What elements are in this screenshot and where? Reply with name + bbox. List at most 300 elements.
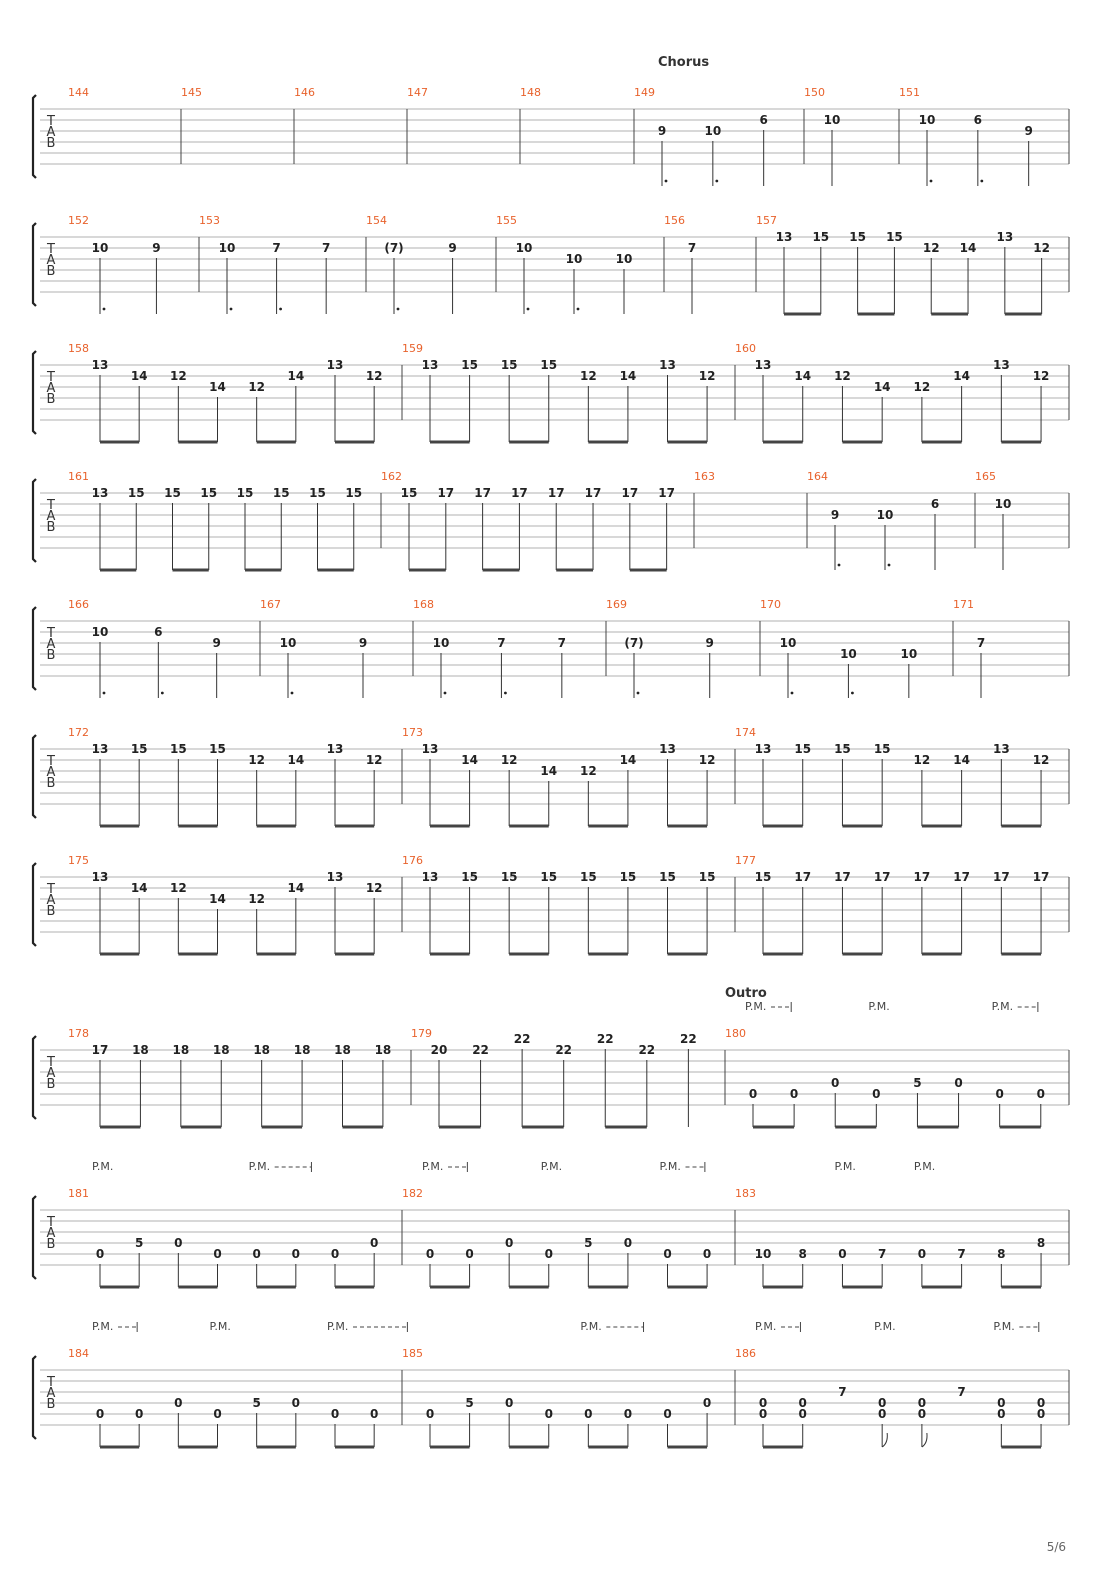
palm-mute-label: P.M. <box>209 1320 231 1333</box>
fret-number: 9 <box>358 636 368 650</box>
palm-mute-label: P.M. <box>991 1000 1014 1013</box>
fret-number: 15 <box>309 486 326 500</box>
fret-number: 12 <box>500 753 518 767</box>
fret-number: 6 <box>973 113 983 127</box>
system-bracket <box>33 351 36 434</box>
fret-number: 0 <box>330 1407 340 1421</box>
fret-number: 17 <box>794 870 812 884</box>
fret-number: 13 <box>91 358 109 372</box>
measure-number: 149 <box>634 86 655 99</box>
measure-number: 176 <box>402 854 423 867</box>
measure-number: 144 <box>68 86 89 99</box>
measure-number: 180 <box>725 1027 746 1040</box>
fret-number: 12 <box>913 380 931 394</box>
fret-number: 13 <box>659 742 676 756</box>
note-dot <box>838 564 841 567</box>
fret-number: 12 <box>922 241 940 255</box>
fret-number: 15 <box>345 486 363 500</box>
fret-number: (7) <box>624 636 644 650</box>
fret-number: 12 <box>169 881 187 895</box>
fret-number: 5 <box>913 1076 922 1090</box>
fret-number: 0 <box>702 1247 712 1261</box>
fret-number: 0 <box>997 1407 1006 1421</box>
fret-number: 17 <box>834 870 851 884</box>
note-dot <box>397 308 400 311</box>
fret-number: 15 <box>540 870 558 884</box>
fret-number: 0 <box>544 1407 553 1421</box>
fret-number: 13 <box>91 870 109 884</box>
palm-mute-label: P.M. <box>540 1160 563 1173</box>
fret-number: 22 <box>596 1032 614 1046</box>
fret-number: 10 <box>900 647 918 661</box>
fret-number: 0 <box>995 1087 1004 1101</box>
fret-number: 0 <box>584 1407 593 1421</box>
fret-number: 13 <box>754 742 772 756</box>
fret-number: 12 <box>365 881 383 895</box>
fret-number: 7 <box>877 1247 887 1261</box>
fret-number: 0 <box>425 1247 435 1261</box>
system-bracket <box>33 1196 36 1279</box>
tab-clef-letter: A <box>46 765 56 780</box>
fret-number: 12 <box>579 369 597 383</box>
fret-number: 15 <box>794 742 812 756</box>
fret-number: 15 <box>619 870 637 884</box>
fret-number: 14 <box>540 764 558 778</box>
fret-number: 15 <box>461 870 478 884</box>
palm-mute-label: P.M. <box>868 1000 890 1013</box>
fret-number: 6 <box>154 625 163 639</box>
fret-number: 0 <box>174 1236 183 1250</box>
fret-number: 12 <box>169 369 187 383</box>
measure-number: 147 <box>407 86 428 99</box>
fret-number: 10 <box>918 113 936 127</box>
fret-number: 15 <box>236 486 254 500</box>
fret-number: 0 <box>917 1407 927 1421</box>
measure-number: 171 <box>953 598 974 611</box>
fret-number: 0 <box>134 1407 144 1421</box>
system-bracket <box>33 863 36 946</box>
fret-number: 6 <box>930 497 940 511</box>
fret-number: 15 <box>834 742 851 756</box>
fret-number: 0 <box>758 1407 768 1421</box>
fret-number: 0 <box>623 1236 633 1250</box>
note-dot <box>577 308 580 311</box>
tab-clef-letter: A <box>46 509 56 524</box>
tab-clef-letter: B <box>46 1077 56 1092</box>
measure-number: 165 <box>975 470 996 483</box>
tab-clef-letter: T <box>47 242 55 257</box>
fret-number: 15 <box>754 870 772 884</box>
fret-number: 17 <box>511 486 528 500</box>
fret-number: 12 <box>248 380 266 394</box>
fret-number: 0 <box>213 1247 222 1261</box>
measure-number: 173 <box>402 726 423 739</box>
fret-number: 10 <box>432 636 450 650</box>
measure-number: 166 <box>68 598 89 611</box>
fret-number: 13 <box>754 358 772 372</box>
fret-number: 7 <box>557 636 567 650</box>
fret-number: 0 <box>954 1076 963 1090</box>
tab-clef-letter: T <box>47 626 55 641</box>
fret-number: 14 <box>287 369 305 383</box>
measure-number: 162 <box>381 470 402 483</box>
fret-number: 12 <box>698 753 716 767</box>
fret-number: 10 <box>704 124 722 138</box>
fret-number: 0 <box>291 1396 301 1410</box>
fret-number: 13 <box>992 742 1010 756</box>
fret-number: 14 <box>794 369 812 383</box>
fret-number: 5 <box>465 1396 474 1410</box>
fret-number: 15 <box>200 486 218 500</box>
fret-number: 12 <box>1033 241 1050 255</box>
fret-number: 15 <box>873 742 891 756</box>
fret-number: 7 <box>497 636 506 650</box>
measure-number: 159 <box>402 342 423 355</box>
fret-number: 17 <box>474 486 491 500</box>
fret-number: 10 <box>823 113 841 127</box>
fret-number: 5 <box>134 1236 144 1250</box>
fret-number: 22 <box>680 1032 697 1046</box>
measure-number: 156 <box>664 214 685 227</box>
tab-clef-letter: B <box>46 392 56 407</box>
fret-number: 14 <box>209 380 226 394</box>
note-dot <box>103 308 106 311</box>
note-dot <box>791 692 794 695</box>
fret-number: 0 <box>758 1396 768 1410</box>
tab-clef-letter: B <box>46 648 56 663</box>
fret-number: 13 <box>326 358 344 372</box>
fret-number: 0 <box>504 1396 514 1410</box>
measure-number: 175 <box>68 854 89 867</box>
fret-number: 14 <box>461 753 478 767</box>
note-dot <box>161 692 164 695</box>
fret-number: 13 <box>421 358 439 372</box>
fret-number: 0 <box>877 1396 887 1410</box>
fret-number: 0 <box>838 1247 847 1261</box>
note-dot <box>930 180 933 183</box>
fret-number: 15 <box>461 358 478 372</box>
fret-number: 7 <box>321 241 331 255</box>
fret-number: 10 <box>565 252 583 266</box>
fret-number: 12 <box>834 369 851 383</box>
fret-number: 5 <box>584 1236 593 1250</box>
measure-number: 170 <box>760 598 781 611</box>
measure-number: 153 <box>199 214 220 227</box>
palm-mute-label: P.M. <box>422 1160 444 1173</box>
fret-number: 9 <box>1024 124 1033 138</box>
fret-number: 9 <box>657 124 667 138</box>
fret-number: 7 <box>976 636 986 650</box>
fret-number: 18 <box>293 1043 311 1057</box>
fret-number: 18 <box>253 1043 271 1057</box>
measure-number: 169 <box>606 598 627 611</box>
fret-number: 15 <box>127 486 145 500</box>
measure-number: 184 <box>68 1347 89 1360</box>
fret-number: 0 <box>663 1247 672 1261</box>
note-dot <box>504 692 507 695</box>
tab-clef-letter: B <box>46 1237 56 1252</box>
fret-number: 0 <box>369 1407 379 1421</box>
fret-number: 12 <box>365 369 383 383</box>
palm-mute-label: P.M. <box>580 1320 602 1333</box>
fret-number: 12 <box>913 753 931 767</box>
note-flag <box>922 1433 927 1447</box>
fret-number: 15 <box>209 742 226 756</box>
fret-number: 10 <box>994 497 1012 511</box>
fret-number: 0 <box>917 1247 927 1261</box>
tab-clef-letter: T <box>47 882 55 897</box>
fret-number: 0 <box>425 1407 435 1421</box>
tab-clef-letter: A <box>46 381 56 396</box>
fret-number: 13 <box>992 358 1010 372</box>
measure-number: 172 <box>68 726 89 739</box>
fret-number: 15 <box>579 870 597 884</box>
fret-number: 8 <box>997 1247 1006 1261</box>
fret-number: 0 <box>1036 1396 1046 1410</box>
fret-number: 15 <box>812 230 830 244</box>
fret-number: 14 <box>619 369 637 383</box>
palm-mute-label: P.M. <box>755 1320 777 1333</box>
fret-number: 18 <box>374 1043 392 1057</box>
tab-clef-letter: B <box>46 136 56 151</box>
fret-number: 13 <box>996 230 1014 244</box>
note-dot <box>665 180 668 183</box>
fret-number: 7 <box>957 1247 966 1261</box>
measure-number: 154 <box>366 214 387 227</box>
fret-number: 15 <box>130 742 148 756</box>
fret-number: 0 <box>872 1087 881 1101</box>
fret-number: 10 <box>91 625 109 639</box>
measure-number: 161 <box>68 470 89 483</box>
fret-number: 8 <box>798 1247 807 1261</box>
fret-number: 14 <box>953 753 970 767</box>
fret-number: 0 <box>789 1087 799 1101</box>
fret-number: 15 <box>169 742 187 756</box>
fret-number: 13 <box>421 870 439 884</box>
fret-number: 7 <box>272 241 281 255</box>
fret-number: 12 <box>1032 369 1050 383</box>
palm-mute-label: P.M. <box>913 1160 936 1173</box>
fret-number: 15 <box>400 486 418 500</box>
fret-number: 17 <box>992 870 1010 884</box>
fret-number: 0 <box>798 1407 807 1421</box>
fret-number: 9 <box>212 636 221 650</box>
fret-number: 15 <box>500 358 518 372</box>
palm-mute-label: P.M. <box>745 1000 767 1013</box>
section-label-outro: Outro <box>725 986 767 1001</box>
fret-number: 15 <box>659 870 676 884</box>
fret-number: 14 <box>130 369 148 383</box>
palm-mute-label: P.M. <box>92 1160 114 1173</box>
note-dot <box>230 308 233 311</box>
fret-number: 12 <box>1032 753 1050 767</box>
measure-number: 152 <box>68 214 89 227</box>
fret-number: 7 <box>687 241 697 255</box>
rest-mark: 7 <box>957 1385 966 1399</box>
fret-number: 0 <box>831 1076 840 1090</box>
fret-number: 14 <box>130 881 148 895</box>
fret-number: 0 <box>465 1247 474 1261</box>
measure-number: 186 <box>735 1347 756 1360</box>
fret-number: 17 <box>437 486 455 500</box>
tab-clef-letter: B <box>46 904 56 919</box>
fret-number: 14 <box>287 753 305 767</box>
fret-number: 14 <box>619 753 637 767</box>
fret-number: 9 <box>448 241 457 255</box>
tab-clef-letter: A <box>46 125 56 140</box>
palm-mute-label: P.M. <box>92 1320 114 1333</box>
fret-number: 0 <box>798 1396 807 1410</box>
system-bracket <box>33 1356 36 1439</box>
measure-number: 158 <box>68 342 89 355</box>
fret-number: 22 <box>513 1032 531 1046</box>
section-label-chorus: Chorus <box>658 55 710 70</box>
fret-number: 0 <box>917 1396 927 1410</box>
fret-number: 13 <box>659 358 676 372</box>
fret-number: 22 <box>638 1043 656 1057</box>
fret-number: 12 <box>248 753 266 767</box>
note-dot <box>637 692 640 695</box>
tab-clef-letter: B <box>46 264 56 279</box>
fret-number: 12 <box>365 753 383 767</box>
tab-clef-letter: T <box>47 114 55 129</box>
measure-number: 183 <box>735 1187 756 1200</box>
fret-number: 10 <box>840 647 857 661</box>
palm-mute-label: P.M. <box>248 1160 271 1173</box>
measure-number: 163 <box>694 470 715 483</box>
fret-number: 0 <box>369 1236 379 1250</box>
tab-clef-letter: A <box>46 253 56 268</box>
fret-number: 0 <box>748 1087 758 1101</box>
note-dot <box>851 692 854 695</box>
palm-mute-label: P.M. <box>993 1320 1015 1333</box>
fret-number: 0 <box>213 1407 222 1421</box>
fret-number: 15 <box>164 486 181 500</box>
note-dot <box>444 692 447 695</box>
note-dot <box>980 180 983 183</box>
system-bracket <box>33 735 36 818</box>
fret-number: 15 <box>849 230 866 244</box>
note-dot <box>279 308 282 311</box>
measure-number: 155 <box>496 214 517 227</box>
fret-number: 0 <box>1036 1087 1045 1101</box>
palm-mute-label: P.M. <box>834 1160 856 1173</box>
fret-number: 0 <box>1036 1407 1046 1421</box>
fret-number: 13 <box>91 742 109 756</box>
fret-number: 13 <box>421 742 439 756</box>
fret-number: 17 <box>1032 870 1050 884</box>
fret-number: 0 <box>702 1396 712 1410</box>
palm-mute-label: P.M. <box>659 1160 681 1173</box>
measure-number: 179 <box>411 1027 432 1040</box>
fret-number: 0 <box>623 1407 633 1421</box>
fret-number: 12 <box>698 369 716 383</box>
measure-number: 164 <box>807 470 828 483</box>
fret-number: 0 <box>95 1247 105 1261</box>
fret-number: 13 <box>326 870 344 884</box>
fret-number: 10 <box>779 636 797 650</box>
fret-number: 18 <box>132 1043 149 1057</box>
fret-number: 22 <box>555 1043 573 1057</box>
fret-number: 12 <box>579 764 597 778</box>
fret-number: (7) <box>384 241 404 255</box>
fret-number: 0 <box>544 1247 553 1261</box>
fret-number: 12 <box>248 892 266 906</box>
measure-number: 182 <box>402 1187 423 1200</box>
fret-number: 14 <box>959 241 977 255</box>
fret-number: 0 <box>252 1247 261 1261</box>
fret-number: 14 <box>209 892 226 906</box>
fret-number: 18 <box>172 1043 190 1057</box>
system-bracket <box>33 1036 36 1119</box>
fret-number: 20 <box>430 1043 448 1057</box>
note-flag <box>882 1433 887 1447</box>
note-dot <box>527 308 530 311</box>
fret-number: 17 <box>584 486 602 500</box>
fret-number: 18 <box>212 1043 230 1057</box>
measure-number: 177 <box>735 854 756 867</box>
fret-number: 17 <box>91 1043 109 1057</box>
fret-number: 17 <box>913 870 931 884</box>
fret-number: 10 <box>515 241 533 255</box>
system-bracket <box>33 479 36 562</box>
tab-clef-letter: B <box>46 776 56 791</box>
fret-number: 14 <box>873 380 891 394</box>
fret-number: 10 <box>615 252 633 266</box>
measure-number: 150 <box>804 86 825 99</box>
palm-mute-label: P.M. <box>327 1320 349 1333</box>
tab-clef-letter: T <box>47 1215 55 1230</box>
fret-number: 10 <box>876 508 894 522</box>
tab-clef-letter: A <box>46 637 56 652</box>
measure-number: 146 <box>294 86 315 99</box>
tab-clef-letter: A <box>46 1386 56 1401</box>
fret-number: 0 <box>877 1407 887 1421</box>
fret-number: 10 <box>91 241 109 255</box>
fret-number: 8 <box>1036 1236 1046 1250</box>
palm-mute-label: P.M. <box>874 1320 896 1333</box>
note-dot <box>291 692 294 695</box>
fret-number: 0 <box>997 1396 1006 1410</box>
fret-number: 10 <box>218 241 236 255</box>
fret-number: 0 <box>95 1407 105 1421</box>
system-bracket <box>33 223 36 306</box>
fret-number: 9 <box>830 508 840 522</box>
measure-number: 168 <box>413 598 434 611</box>
fret-number: 0 <box>504 1236 514 1250</box>
measure-number: 185 <box>402 1347 423 1360</box>
fret-number: 9 <box>705 636 714 650</box>
fret-number: 6 <box>759 113 768 127</box>
note-dot <box>103 692 106 695</box>
fret-number: 13 <box>775 230 793 244</box>
fret-number: 0 <box>291 1247 301 1261</box>
fret-number: 9 <box>152 241 161 255</box>
system-bracket <box>33 95 36 178</box>
fret-number: 0 <box>330 1247 340 1261</box>
fret-number: 15 <box>272 486 290 500</box>
tab-clef-letter: B <box>46 1397 56 1412</box>
fret-number: 15 <box>886 230 903 244</box>
fret-number: 22 <box>472 1043 489 1057</box>
fret-number: 17 <box>658 486 675 500</box>
note-dot <box>888 564 891 567</box>
fret-number: 15 <box>500 870 518 884</box>
fret-number: 15 <box>540 358 558 372</box>
measure-number: 174 <box>735 726 756 739</box>
fret-number: 13 <box>326 742 344 756</box>
fret-number: 13 <box>91 486 109 500</box>
